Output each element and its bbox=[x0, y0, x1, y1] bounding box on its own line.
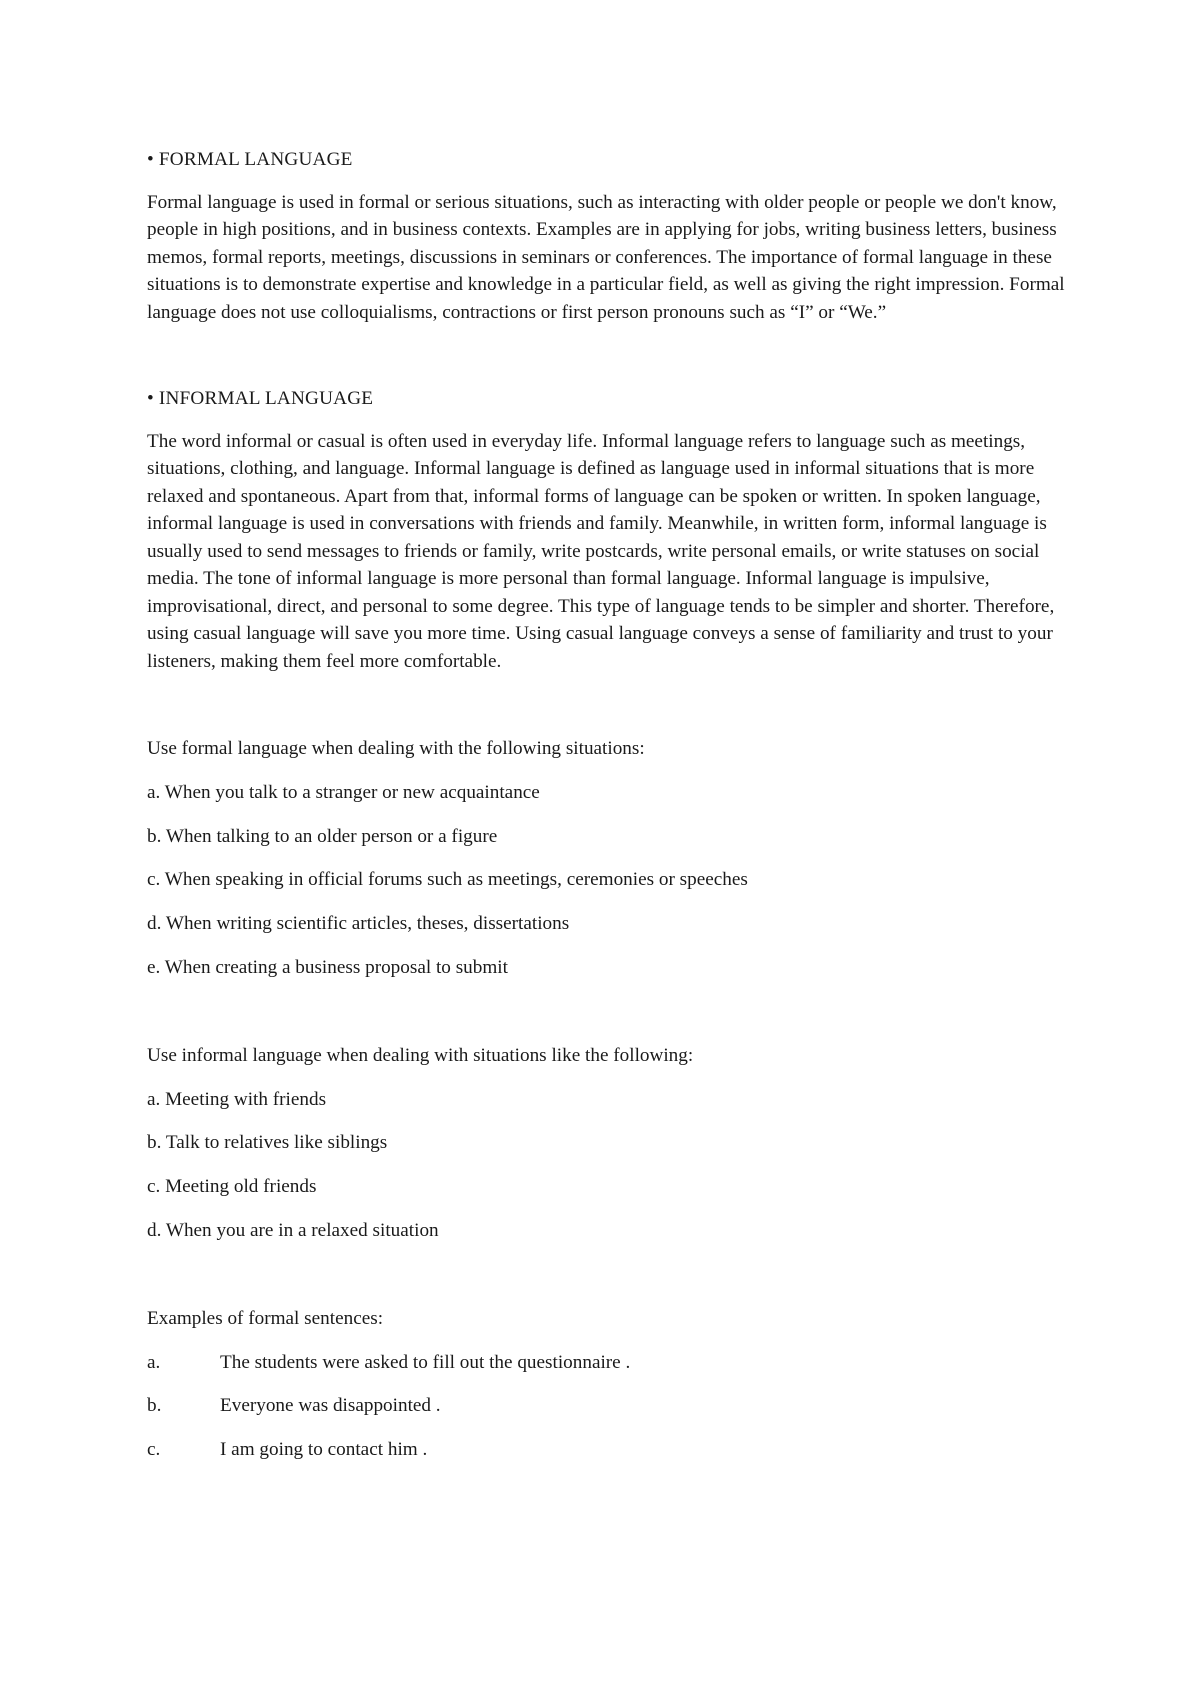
list-item: b. Talk to relatives like siblings bbox=[147, 1132, 388, 1154]
list-item: a. When you talk to a stranger or new acquaintance bbox=[147, 781, 540, 803]
list-item: c. Meeting old friends bbox=[147, 1176, 317, 1198]
list-intro: Use informal language when dealing with situations like the following: bbox=[147, 1044, 694, 1066]
example-text: I am going to contact him . bbox=[220, 1439, 428, 1461]
example-row bbox=[147, 1392, 1067, 1420]
list-intro: Examples of formal sentences: bbox=[147, 1307, 384, 1329]
list-item: a. Meeting with friends bbox=[147, 1088, 327, 1110]
example-letter: a. bbox=[147, 1351, 161, 1373]
section-paragraph: Formal language is used in formal or serious situations, such as interacting with older people or people we don't know, people in high positions, and in business contexts. Examples are in applying for jobs, writing business letters, business memos, formal reports, meetings, discussions in seminars or conferences. The importance of formal language in these situations is to demonstrate expertise and knowledge in a particular field, as well as giving the right impression. Formal language does not use colloquialisms, contractions or first person pronouns such as “I” or “We.” bbox=[147, 191, 1065, 323]
section-informal-language bbox=[147, 385, 1067, 675]
example-row bbox=[147, 1349, 1067, 1377]
list-item: c. When speaking in official forums such as meetings, ceremonies or speeches bbox=[147, 869, 748, 891]
section-heading: • INFORMAL LANGUAGE bbox=[147, 388, 374, 409]
formal-use-list bbox=[147, 735, 1067, 981]
list-item: e. When creating a business proposal to submit bbox=[147, 956, 508, 978]
list-item: d. When you are in a relaxed situation bbox=[147, 1219, 439, 1241]
document-body bbox=[147, 146, 1067, 1480]
section-heading: • FORMAL LANGUAGE bbox=[147, 149, 353, 170]
example-letter: b. bbox=[147, 1395, 162, 1417]
formal-examples-list bbox=[147, 1305, 1067, 1464]
example-text: Everyone was disappointed . bbox=[220, 1395, 441, 1417]
list-item: b. When talking to an older person or a figure bbox=[147, 825, 498, 847]
example-text: The students were asked to fill out the questionnaire . bbox=[220, 1351, 631, 1373]
example-row bbox=[147, 1436, 1067, 1464]
list-intro: Use formal language when dealing with the following situations: bbox=[147, 738, 645, 759]
section-paragraph: The word informal or casual is often used in everyday life. Informal language refers to language such as meetings, situations, clothing, and language. Informal language is defined as language used in informal situations that is more relaxed and spontaneous. Apart from that, informal forms of language can be spoken or written. In spoken language, informal language is used in conversations with friends and family. Meanwhile, in written form, informal language is usually used to send messages to friends or family, write postcards, write personal emails, or write statuses on social media. The tone of informal language is more personal than formal language. Informal language is impulsive, improvisational, direct, and personal to some degree. This type of language tends to be simpler and shorter. Therefore, using casual language will save you more time. Using casual language conveys a sense of familiarity and trust to your listeners, making them feel more comfortable. bbox=[147, 430, 1055, 672]
list-item: d. When writing scientific articles, theses, dissertations bbox=[147, 913, 570, 935]
example-letter: c. bbox=[147, 1439, 161, 1461]
section-formal-language bbox=[147, 146, 1067, 326]
informal-use-list bbox=[147, 1042, 1067, 1245]
